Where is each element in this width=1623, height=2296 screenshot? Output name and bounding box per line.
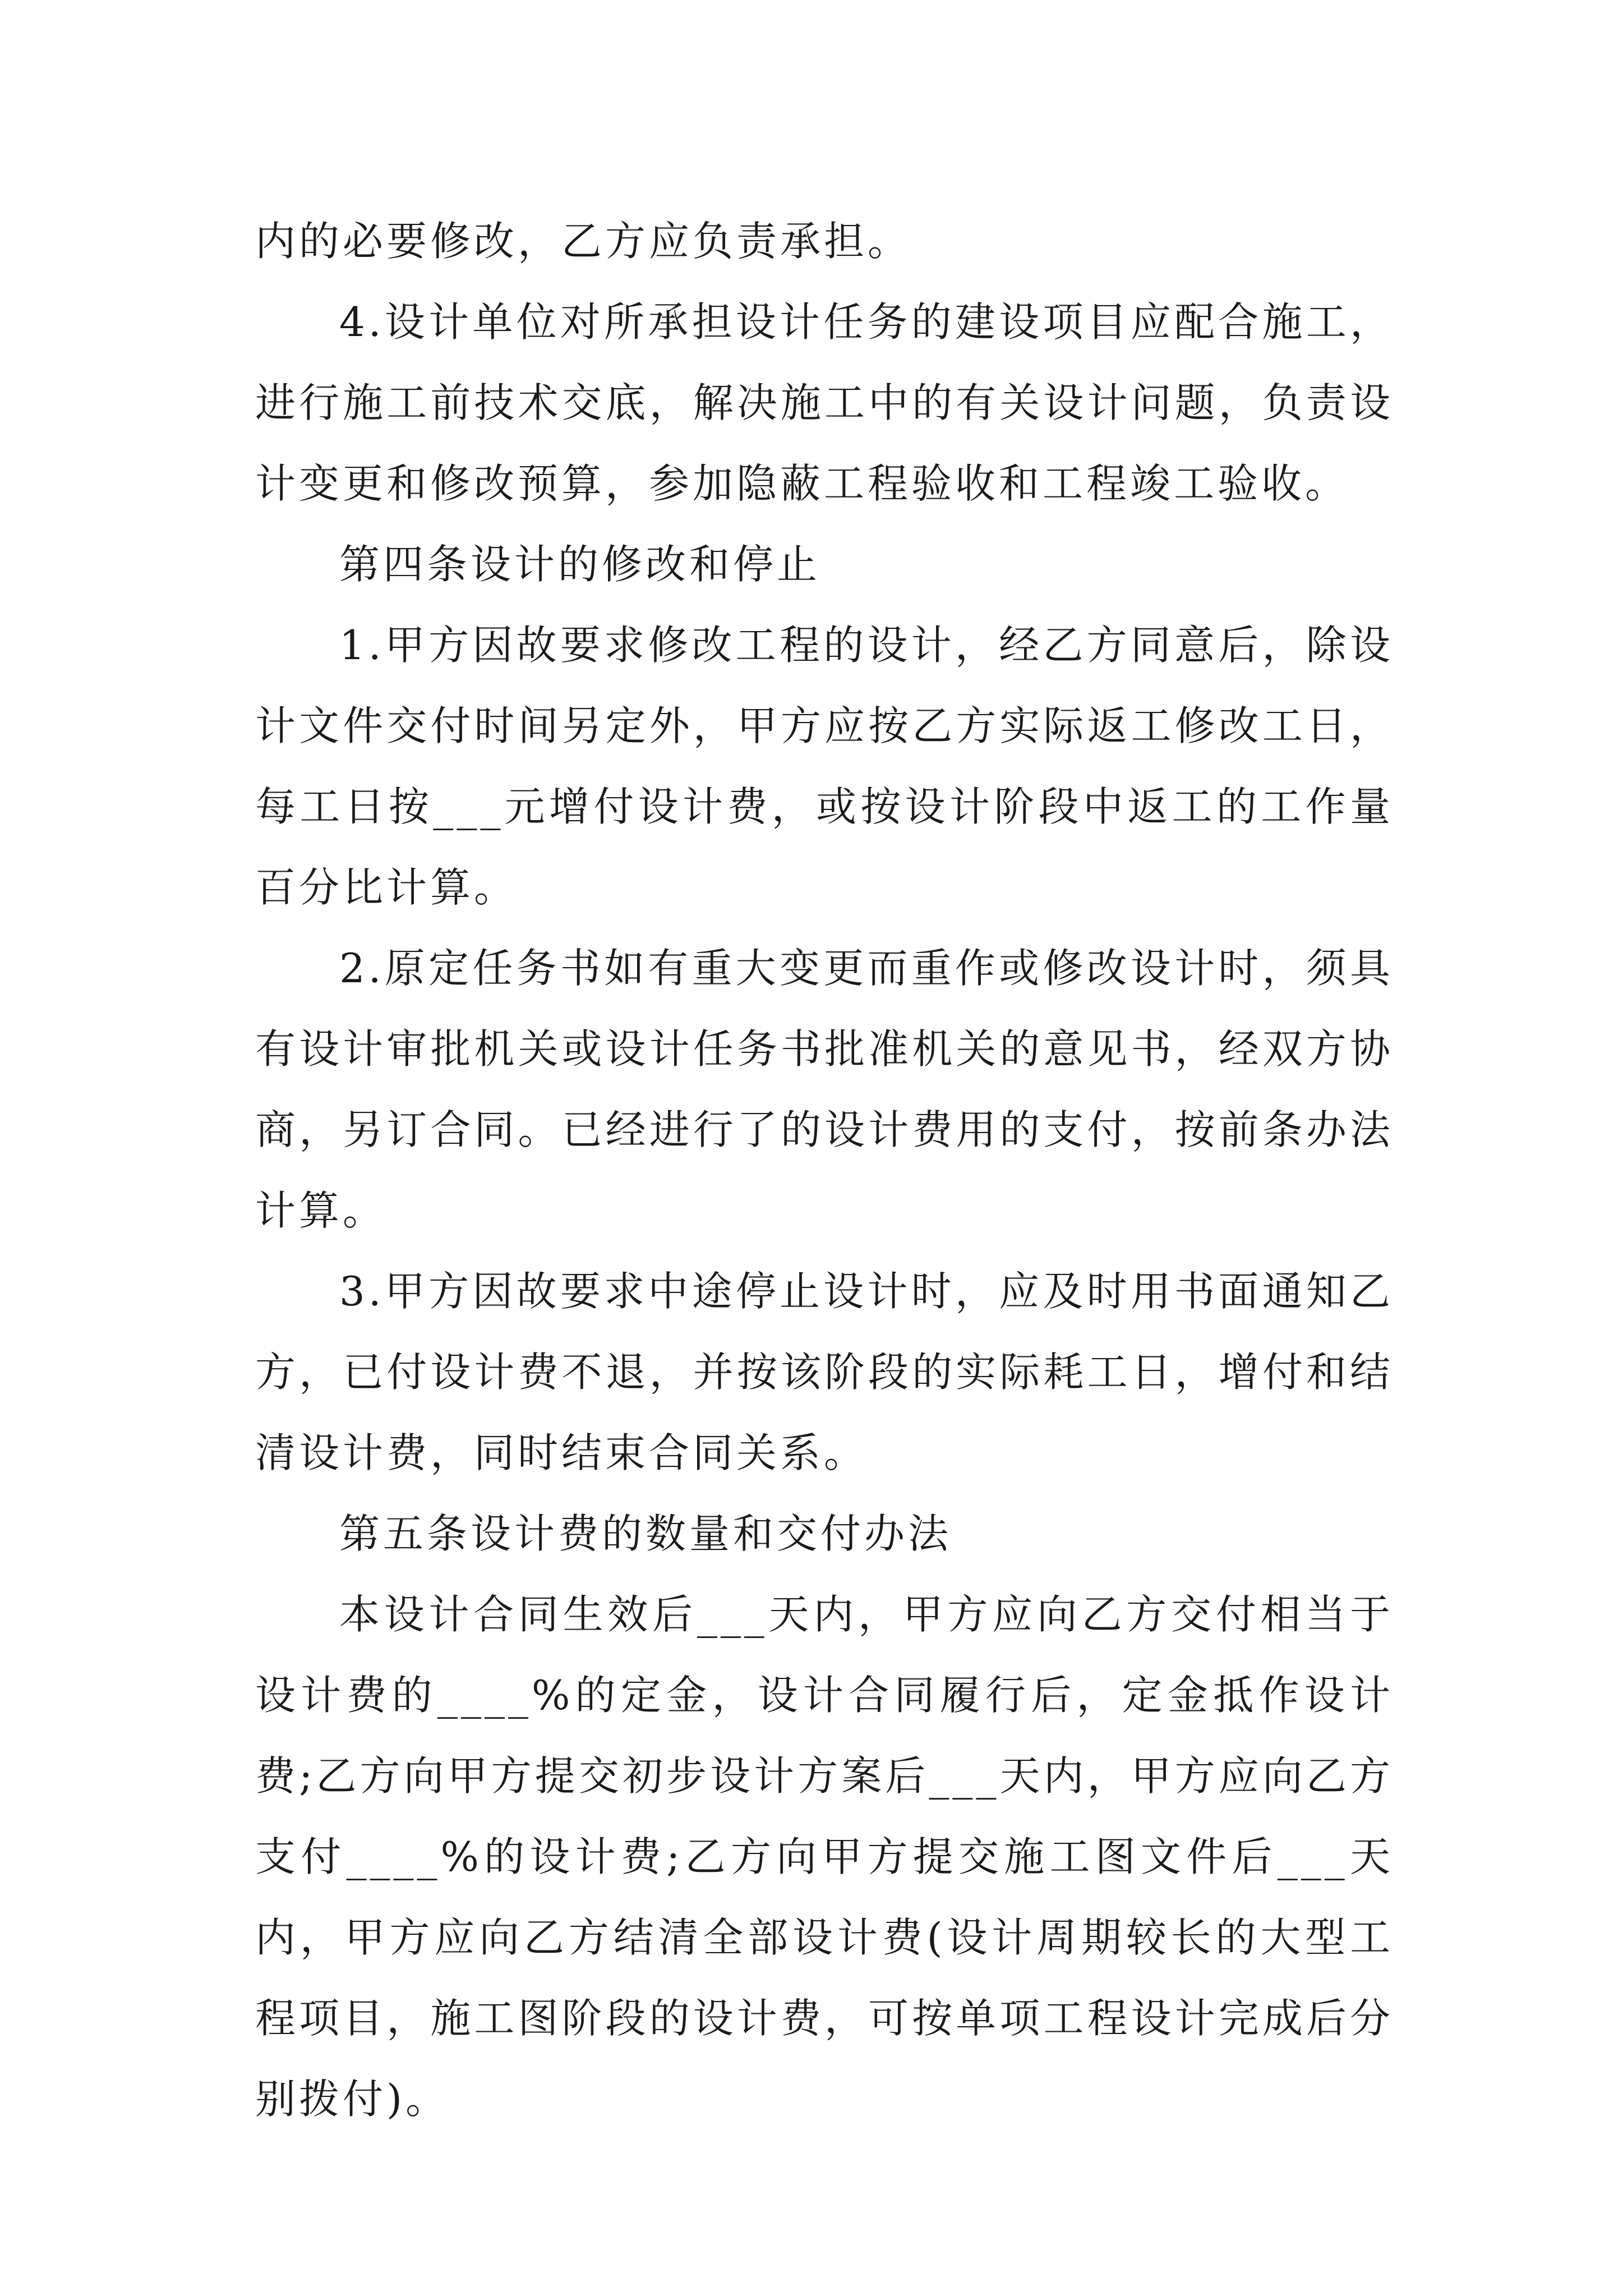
document-body: [255, 201, 1394, 2139]
paragraph-article-5-body: 本设计合同生效后___天内，甲方应向乙方交付相当于设计费的____%的定金，设计合同履行后，定金抵作设计费;乙方向甲方提交初步设计方案后___天内，甲方应向乙方支付____%的设计费;乙方向甲方提交施工图文件后___天内，甲方应向乙方结清全部设计费(设计周期较长的大型工程项目，施工图阶段的设计费，可按单项工程设计完成后分别拨付)。: [255, 1591, 1394, 2123]
paragraph-clause-4-1: 1.甲方因故要求修改工程的设计，经乙方同意后，除设计文件交付时间另定外，甲方应按乙方实际返工修改工日，每工日按___元增付设计费，或按设计阶段中返工的工作量百分比计算。: [255, 622, 1394, 911]
paragraph-clause-4-3: 3.甲方因故要求中途停止设计时，应及时用书面通知乙方，已付设计费不退，并按该阶段的实际耗工日，增付和结清设计费，同时结束合同关系。: [255, 1268, 1394, 1476]
paragraph-continuation: 内的必要修改，乙方应负责承担。: [255, 218, 912, 265]
paragraph-clause-3-4: 4.设计单位对所承担设计任务的建设项目应配合施工，进行施工前技术交底，解决施工中的有关设计问题，负责设计变更和修改预算，参加隐蔽工程验收和工程竣工验收。: [255, 298, 1394, 507]
article-4-heading: 第四条设计的修改和停止: [339, 541, 821, 588]
paragraph-clause-4-2: 2.原定任务书如有重大变更而重作或修改设计时，须具有设计审批机关或设计任务书批准机关的意见书，经双方协商，另订合同。已经进行了的设计费用的支付，按前条办法计算。: [255, 945, 1394, 1234]
article-5-heading: 第五条设计费的数量和交付办法: [339, 1510, 952, 1557]
